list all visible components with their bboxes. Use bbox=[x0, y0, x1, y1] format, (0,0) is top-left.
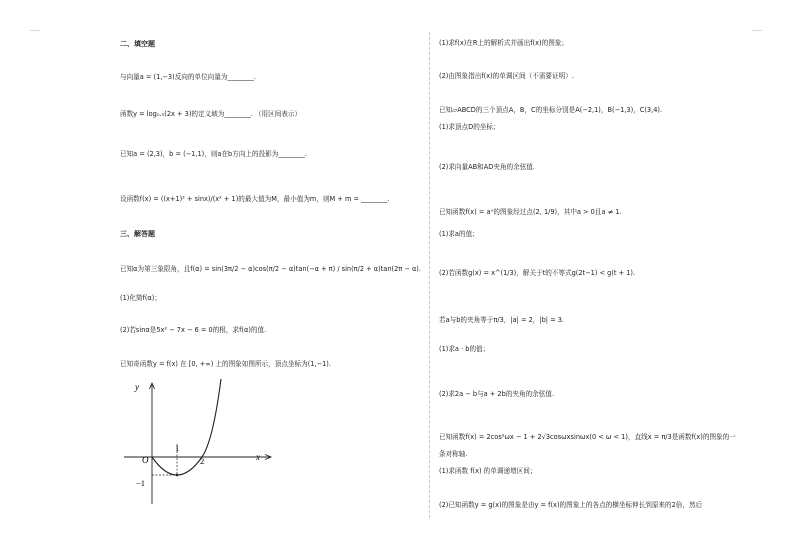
question-2: 函数y = log₀.₅(2x + 3)的定义域为________. （用区间表示） bbox=[120, 110, 302, 118]
margin-mark-top-right bbox=[752, 30, 762, 31]
vertex-point bbox=[176, 474, 179, 477]
right-line-7: (1)求a的值； bbox=[439, 230, 479, 238]
right-line-6: 已知函数f(x) = aˣ的图象经过点(2, 1/9)，其中a > 0且a ≠ 1. bbox=[439, 208, 622, 216]
section-title-answer: 三、解答题 bbox=[120, 230, 155, 238]
right-line-8: (2)若函数g(x) = x^(1/3)，解关于t的不等式g(2t−1) < g(t + 1). bbox=[439, 269, 636, 277]
right-line-4: (1)求顶点D的坐标； bbox=[439, 123, 500, 131]
column-divider bbox=[429, 32, 430, 518]
right-line-15: (2)已知函数y = g(x)的图象是由y = f(x)的图象上的各点的横坐标伸长到原来的2倍，然后 bbox=[439, 501, 703, 509]
function-graph bbox=[120, 378, 280, 518]
right-line-9: 若a与b的夹角等于π/3，|a| = 2，|b| = 3. bbox=[439, 316, 564, 324]
question-5: 已知α为第三象限角，且f(α) = sin(3π/2 − α)cos(π/2 − α)tan(−α + π) / sin(π/2 + α)tan(2π − α). bbox=[120, 265, 421, 273]
right-line-10: (1)求a · b的值； bbox=[439, 345, 490, 353]
question-5-part-2: (2)若sinα是5x² − 7x − 6 = 0的根，求f(α)的值. bbox=[120, 326, 267, 334]
tick-label-y-neg1: −1 bbox=[136, 478, 146, 488]
right-line-12: 已知函数f(x) = 2cos²ωx − 1 + 2√3cosωxsinωx(0 < ω < 1)，直线x = π/3是函数f(x)的图象的一 bbox=[439, 433, 736, 441]
right-line-1: (1)求f(x)在R上的解析式并画出f(x)的图象； bbox=[439, 39, 568, 47]
right-line-11: (2)求2a − b与a + 2b的夹角的余弦值. bbox=[439, 390, 555, 398]
question-4: 设函数f(x) = ((x+1)² + sinx)/(x² + 1)的最大值为M，最小值为m，则M + m = ________. bbox=[120, 195, 390, 203]
right-line-3: 已知▱ABCD的三个顶点A，B，C的坐标分别是A(−2,1)，B(−1,3)，C(3,4). bbox=[439, 106, 663, 114]
tick-label-x1: 1 bbox=[175, 443, 180, 453]
origin-label: O bbox=[142, 455, 149, 465]
x-axis-label: x bbox=[256, 452, 260, 462]
right-line-14: (1)求函数 f(x) 的单调递增区间； bbox=[439, 467, 537, 475]
function-curve bbox=[152, 379, 221, 475]
y-axis-label: y bbox=[135, 382, 139, 392]
question-6: 已知奇函数y = f(x) 在 [0, +∞) 上的图象如图所示，顶点坐标为(1,−1). bbox=[120, 360, 331, 368]
question-5-part-1: (1)化简f(α)； bbox=[120, 294, 161, 302]
question-3: 已知a = (2,3)，b = (−1,1)，则a在b方向上的投影为________. bbox=[120, 150, 307, 158]
section-title-fill-in: 二、填空题 bbox=[120, 40, 155, 48]
right-line-13: 条对称轴. bbox=[439, 450, 468, 458]
question-1: 与向量a = (1,−3)反向的单位向量为________. bbox=[120, 73, 256, 81]
right-line-5: (2)求向量AB和AD夹角的余弦值. bbox=[439, 163, 535, 171]
margin-mark-top-left bbox=[30, 30, 40, 31]
right-line-2: (2)由图象指出f(x)的单调区间（不需要证明）. bbox=[439, 72, 574, 80]
tick-label-x2: 2 bbox=[200, 456, 205, 466]
